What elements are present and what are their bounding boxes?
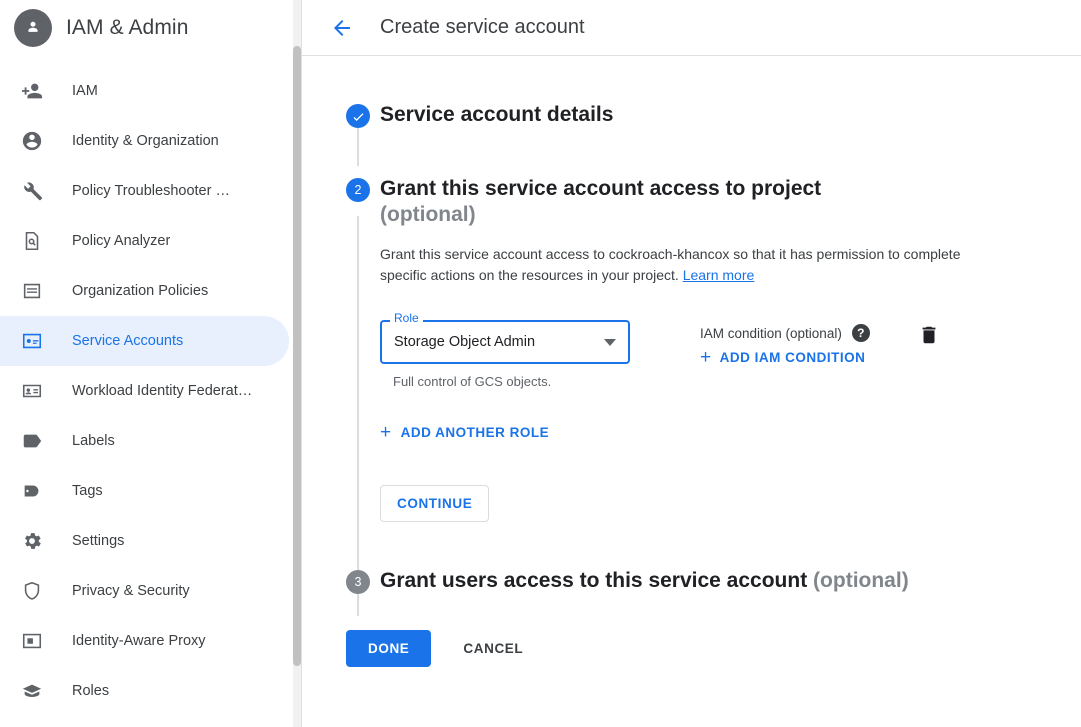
sidebar-item-label: Tags [72, 483, 103, 499]
sidebar-item-label: IAM [72, 83, 98, 99]
sidebar-item-tags[interactable] [0, 466, 289, 516]
sidebar-item-label: Service Accounts [72, 333, 184, 349]
add-iam-condition-label: ADD IAM CONDITION [719, 350, 866, 365]
sidebar-item-organization-policies[interactable] [0, 266, 289, 316]
done-button[interactable]: DONE [346, 630, 431, 667]
role-select-label: Role [390, 311, 423, 325]
role-select-box[interactable] [380, 320, 630, 364]
list-document-icon [20, 279, 44, 303]
service-account-icon [20, 329, 44, 353]
add-iam-condition-button[interactable] [700, 346, 870, 368]
sidebar-nav [0, 66, 301, 716]
sidebar-item-policy-analyzer[interactable] [0, 216, 289, 266]
proxy-icon [20, 629, 44, 653]
sidebar-item-label: Policy Analyzer [72, 233, 171, 249]
trash-icon[interactable] [918, 324, 940, 351]
wizard-content [302, 56, 1081, 667]
sidebar-item-workload-identity-federation[interactable] [0, 366, 289, 416]
step-2-description-text: Grant this service account access to cockroach-khancox so that it has permission to complete specific actions on the resources in your project. [380, 246, 961, 283]
step-1-marker [346, 104, 370, 128]
plus-icon: + [700, 346, 712, 368]
iam-condition-label: IAM condition (optional) [700, 325, 842, 341]
sidebar-item-label: Identity-Aware Proxy [72, 633, 206, 649]
sidebar-title: IAM & Admin [66, 16, 189, 39]
step-3-title [380, 568, 1081, 594]
help-icon[interactable]: ? [852, 324, 870, 342]
sidebar-item-settings[interactable] [0, 516, 289, 566]
step-1-title: Service account details [380, 103, 614, 126]
id-card-icon [20, 379, 44, 403]
sidebar-scrollbar-thumb[interactable] [293, 46, 301, 666]
step-2-optional: (optional) [380, 203, 476, 226]
sidebar-item-label: Policy Troubleshooter … [72, 183, 230, 199]
chevron-down-icon[interactable] [604, 339, 616, 346]
step-2-marker: 2 [346, 178, 370, 202]
sidebar [0, 0, 302, 727]
step-2-description [380, 244, 980, 286]
main-panel [302, 0, 1081, 727]
learn-more-link[interactable]: Learn more [682, 267, 755, 283]
sidebar-item-policy-troubleshooter[interactable] [0, 166, 289, 216]
page-title: Create service account [380, 16, 585, 38]
label-icon [20, 429, 44, 453]
plus-icon: + [380, 421, 392, 443]
shield-person-icon [14, 9, 52, 47]
step-2-title-text: Grant this service account access to project [380, 177, 822, 200]
footer-actions [302, 630, 1081, 667]
step-3-title-text: Grant users access to this service account [380, 568, 808, 592]
sidebar-item-label: Roles [72, 683, 110, 699]
continue-button[interactable]: CONTINUE [380, 485, 489, 522]
sidebar-item-labels[interactable] [0, 416, 289, 466]
step-2-title [380, 176, 1081, 228]
sidebar-item-label: Identity & Organization [72, 133, 219, 149]
document-search-icon [20, 229, 44, 253]
iam-condition-header [700, 324, 870, 342]
wrench-icon [20, 179, 44, 203]
add-another-role-button[interactable] [380, 421, 550, 443]
sidebar-item-label: Labels [72, 433, 115, 449]
arrow-back-icon[interactable] [330, 16, 354, 40]
page-header [302, 0, 1081, 56]
add-another-role-label: ADD ANOTHER ROLE [400, 425, 550, 440]
sidebar-scrollbar[interactable] [293, 0, 301, 727]
step-service-account-details[interactable] [302, 102, 1081, 128]
step-3-marker: 3 [346, 570, 370, 594]
sidebar-item-roles[interactable] [0, 666, 289, 716]
role-row [380, 311, 1081, 389]
step-grant-users-access[interactable] [302, 568, 1081, 594]
sidebar-item-label: Workload Identity Federat… [72, 383, 253, 399]
sidebar-item-label: Settings [72, 533, 125, 549]
sidebar-item-identity-aware-proxy[interactable] [0, 616, 289, 666]
step-grant-project-access [302, 176, 1081, 522]
role-select-helper: Full control of GCS objects. [393, 374, 552, 389]
role-select[interactable] [380, 311, 630, 389]
role-select-value: Storage Object Admin [394, 334, 536, 350]
shield-icon [20, 579, 44, 603]
tag-icon [20, 479, 44, 503]
sidebar-item-privacy-security[interactable] [0, 566, 289, 616]
step-3-optional: (optional) [813, 568, 909, 592]
sidebar-item-label: Organization Policies [72, 283, 209, 299]
sidebar-item-service-accounts[interactable] [0, 316, 289, 366]
gear-icon [20, 529, 44, 553]
account-circle-icon [20, 129, 44, 153]
sidebar-item-iam[interactable] [0, 66, 289, 116]
iam-condition-block [700, 320, 870, 368]
sidebar-item-identity-organization[interactable] [0, 116, 289, 166]
sidebar-item-label: Privacy & Security [72, 583, 190, 599]
person-add-icon [20, 79, 44, 103]
cancel-button[interactable]: CANCEL [453, 630, 533, 667]
sidebar-header [0, 0, 301, 56]
roles-hat-icon [20, 679, 44, 703]
